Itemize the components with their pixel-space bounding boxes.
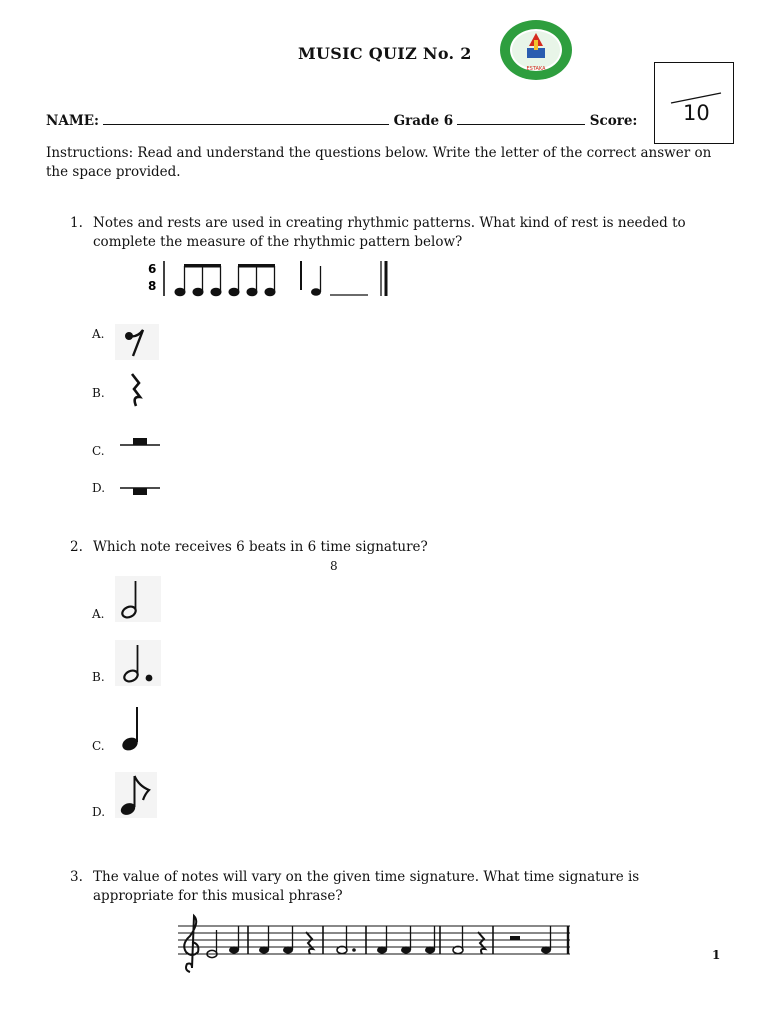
question-1 xyxy=(70,214,710,254)
option-c-label: C. xyxy=(92,739,105,753)
time-sig-denominator: 8 xyxy=(330,559,338,573)
eighth-rest-icon xyxy=(115,324,159,360)
whole-rest-icon xyxy=(120,482,160,498)
instructions: Instructions: Read and understand the questions below. Write the letter of the correct answer on the space provided. xyxy=(46,145,712,180)
question-3 xyxy=(70,868,710,908)
name-label: NAME: xyxy=(46,113,100,129)
rhythm-pattern xyxy=(140,258,400,300)
time-sig-bottom: 8 xyxy=(148,279,157,293)
half-rest-icon xyxy=(120,436,160,452)
question-text: Notes and rests are used in creating rhythmic patterns. What kind of rest is needed to complete the measure of the rhythmic pattern below? xyxy=(93,215,686,250)
half-note-icon xyxy=(115,576,161,622)
question-text: The value of notes will vary on the given time signature. What time signature is appropriate for this musical phrase? xyxy=(93,869,640,904)
score-label: Score: xyxy=(589,113,638,129)
grade-section-field[interactable] xyxy=(457,112,585,125)
option-b-label: B. xyxy=(92,386,105,400)
quarter-rest-icon xyxy=(124,372,148,410)
question-number: 2. xyxy=(70,539,83,555)
page-number: 1 xyxy=(712,948,721,962)
option-c-label: C. xyxy=(92,444,105,458)
page-title: MUSIC QUIZ No. 2 xyxy=(298,44,472,63)
score-total: 10 xyxy=(683,101,710,125)
option-b-label: B. xyxy=(92,670,105,684)
svg-text:ESTAKA: ESTAKA xyxy=(526,66,546,72)
option-a-label: A. xyxy=(92,607,105,621)
dotted-half-note-icon xyxy=(115,640,161,686)
question-2 xyxy=(70,538,710,558)
option-a-label: A. xyxy=(92,327,105,341)
score-box[interactable] xyxy=(654,62,734,144)
student-info-line xyxy=(46,112,637,129)
school-logo xyxy=(498,18,574,82)
quarter-note-icon xyxy=(118,704,154,754)
question-number: 3. xyxy=(70,869,83,885)
name-field[interactable] xyxy=(103,112,389,125)
option-d-label: D. xyxy=(92,481,106,495)
question-number: 1. xyxy=(70,215,83,231)
musical-phrase-staff xyxy=(178,912,578,982)
grade-label: Grade 6 xyxy=(393,113,454,129)
time-sig-top: 6 xyxy=(148,262,157,276)
option-d-label: D. xyxy=(92,805,106,819)
question-text: Which note receives 6 beats in 6 time signature? xyxy=(93,539,428,555)
eighth-note-icon xyxy=(115,772,157,818)
